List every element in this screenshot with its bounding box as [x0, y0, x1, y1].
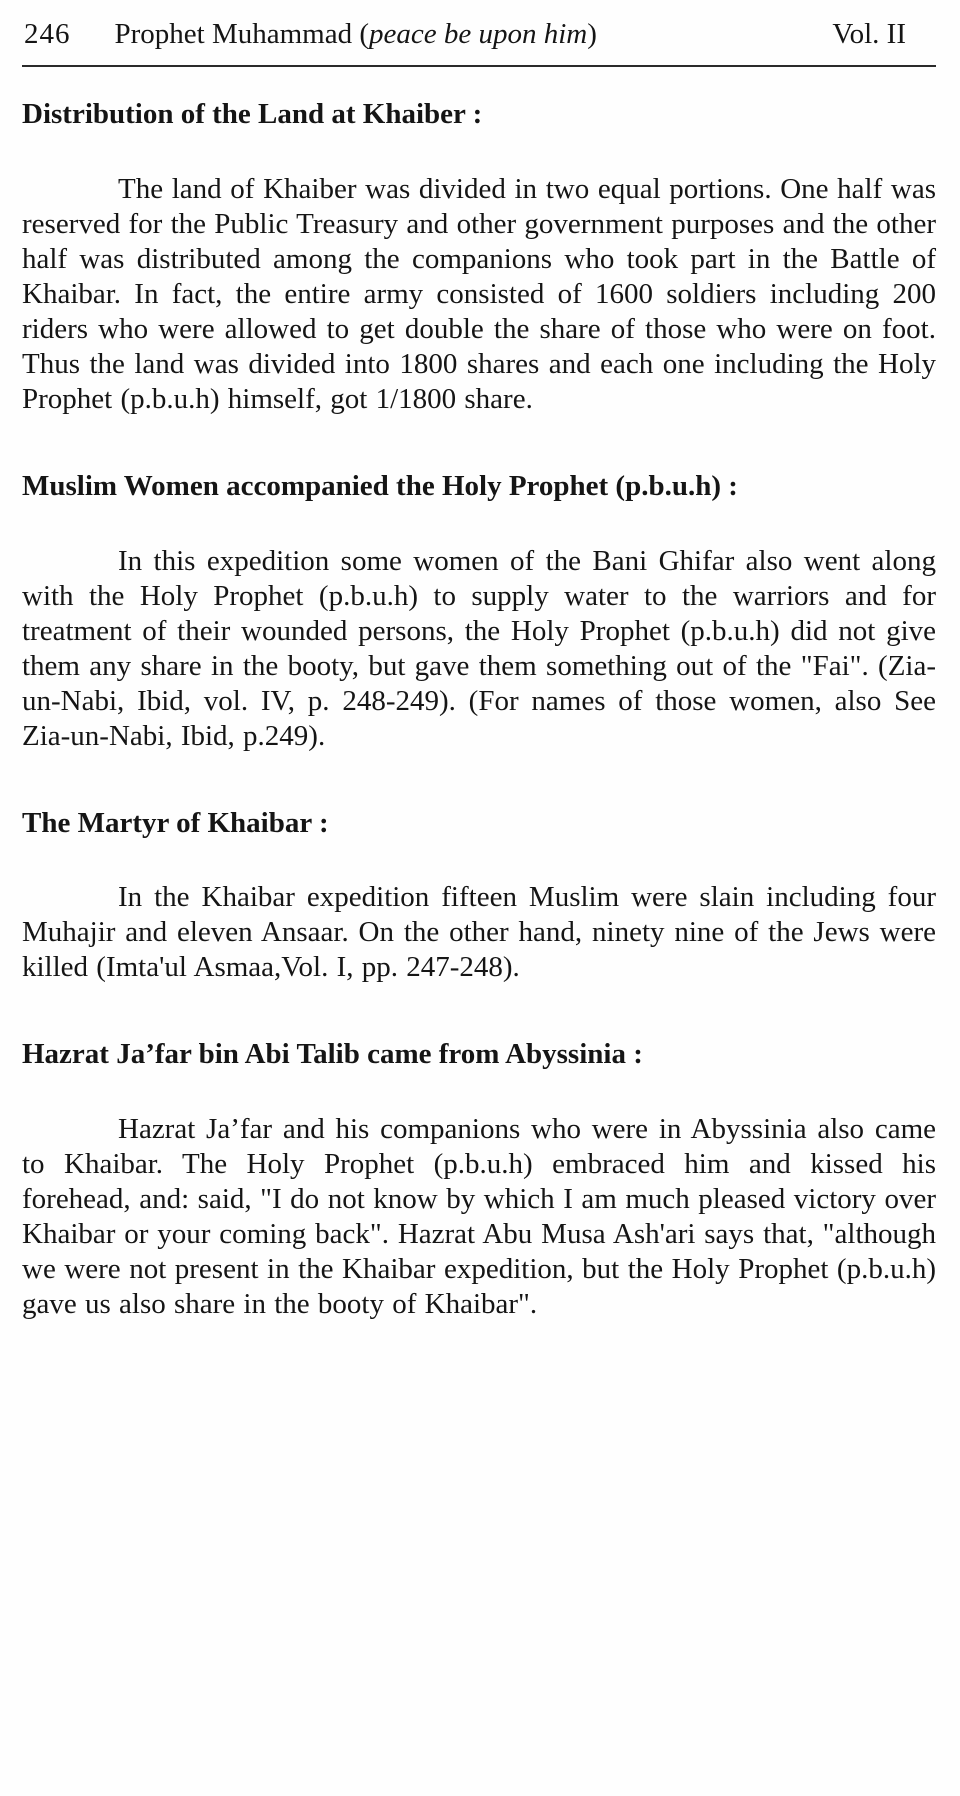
section-body: In the Khaibar expedition fifteen Muslim were slain including four Muhajir and eleven Ansaar. On the other hand, ninety nine of the Jews were killed (Imta'ul Asmaa,Vol. I, pp. 247-248).	[22, 881, 936, 984]
running-title-suffix: )	[587, 18, 597, 50]
section-body: The land of Khaiber was divided in two equal portions. One half was reserved for the Public Treasury and other government purposes and the other half was distributed among the companions who took part in the Battle of Khaibar. In fact, the entire army consisted of 1600 soldiers including 200 riders who were allowed to get double the share of those who were on foot. Thus the land was divided into 1800 shares and each one including the Holy Prophet (p.b.u.h) himself, got 1/1800 share.	[22, 172, 936, 415]
running-title	[115, 18, 597, 51]
section-muslim-women	[22, 469, 936, 754]
page-number: 246	[24, 18, 71, 50]
running-title-prefix: Prophet Muhammad (	[114, 18, 370, 50]
running-title-italic: peace be upon him	[369, 18, 588, 50]
section-heading: Muslim Women accompanied the Holy Prophet (p.b.u.h) :	[22, 469, 738, 502]
header-rule	[22, 65, 936, 67]
page-header	[22, 12, 936, 59]
volume-label: Vol. II	[832, 18, 906, 50]
section-martyr-of-khaibar	[22, 806, 936, 986]
section-body: In this expedition some women of the Bani Ghifar also went along with the Holy Prophet (p.b.u.h) to supply water to the warriors and for treatment of their wounded persons, the Holy Prophet (p.b.u.h) did not give them any share in the booty, but gave them something out of the "Fai". (Zia-un-Nabi, Ibid, vol. IV, p. 248-249). (For names of those women, also See Zia-un-Nabi, Ibid, p.249).	[22, 544, 936, 752]
section-body: Hazrat Ja’far and his companions who were in Abyssinia also came to Khaibar. The Holy Prophet (p.b.u.h) embraced him and kissed his forehead, and: said, "I do not know by which I am much pleased victory over Khaibar or your coming back". Hazrat Abu Musa Ash'ari says that, "although we were not present in the Khaibar expedition, but the Holy Prophet (p.b.u.h) gave us also share in the booty of Khaibar".	[22, 1113, 936, 1321]
section-heading: Distribution of the Land at Khaiber :	[22, 98, 483, 130]
section-jafar-from-abyssinia	[22, 1037, 936, 1322]
section-heading: Hazrat Ja’far bin Abi Talib came from Abyssinia :	[22, 1038, 643, 1071]
section-heading: The Martyr of Khaibar :	[22, 806, 329, 839]
section-distribution-of-land	[22, 97, 936, 417]
